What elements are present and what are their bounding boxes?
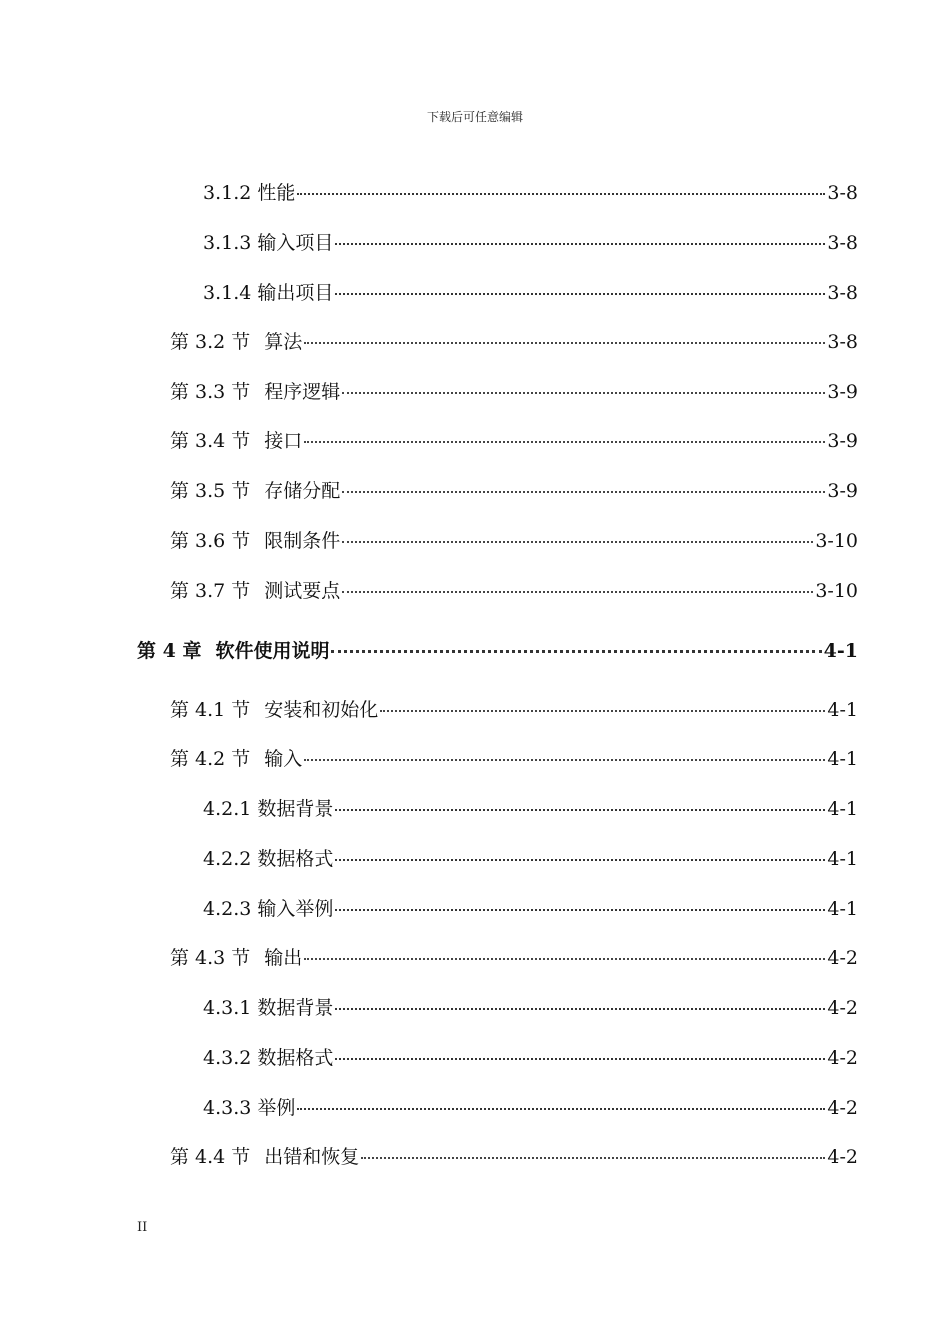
toc-entry[interactable] [203,894,858,924]
toc-leader [331,650,821,653]
toc-leader [335,1008,825,1010]
toc-entry-section: 第 4.2 节 [170,748,251,770]
page-number: II [137,1220,148,1235]
toc-entry-page: 3-8 [827,331,858,353]
toc-entry-page: 4-2 [827,1097,858,1119]
toc-entry[interactable] [203,844,858,874]
toc-leader [342,491,825,493]
toc-leader [335,243,825,245]
toc-entry-page: 4-1 [827,848,858,870]
toc-entry-title: 输出 [264,947,303,969]
toc-entry-title: 安装和初始化 [264,699,379,721]
toc-entry-title: 输入 [264,748,303,770]
toc-entry-section: 第 4.4 节 [170,1146,251,1168]
toc-entry-title: 4.3.3 举例 [203,1097,296,1119]
toc-entry-page: 3-10 [815,580,858,602]
toc-entry-page: 4-1 [823,640,858,662]
toc-entry-title: 4.3.1 数据背景 [203,997,334,1019]
toc-leader [361,1157,825,1159]
toc-entry-title: 3.1.3 输入项目 [203,232,334,254]
toc-entry-page: 4-1 [827,798,858,820]
toc-entry-title: 程序逻辑 [264,381,341,403]
toc-entry-title: 出错和恢复 [264,1146,360,1168]
toc-leader [297,193,825,195]
toc-leader [342,591,813,593]
toc-entry-section: 第 4.1 节 [170,699,251,721]
toc-entry-title: 测试要点 [264,580,341,602]
toc-entry-section: 第 3.7 节 [170,580,251,602]
toc-entry-section: 第 4.3 节 [170,947,251,969]
toc-entry-page: 4-2 [827,1146,858,1168]
toc-entry-title: 3.1.2 性能 [203,182,296,204]
toc-leader [335,859,825,861]
toc-entry[interactable] [203,178,858,208]
toc-leader [335,1058,825,1060]
toc-entry-title: 算法 [264,331,303,353]
toc-entry-page: 3-8 [827,282,858,304]
toc-leader [304,441,825,443]
toc-entry[interactable] [203,993,858,1023]
toc-entry-section: 第 3.6 节 [170,530,251,552]
toc-entry-section: 第 3.3 节 [170,381,251,403]
toc-leader [297,1108,825,1110]
toc-entry[interactable] [170,476,858,506]
toc-entry-title: 存储分配 [264,480,341,502]
toc-leader [335,293,825,295]
toc-entry[interactable] [203,1043,858,1073]
toc-entry-section: 第 3.5 节 [170,480,251,502]
toc-entry[interactable] [170,426,858,456]
toc-entry[interactable] [170,1142,858,1172]
toc-entry[interactable] [170,744,858,774]
toc-entry[interactable] [203,278,858,308]
toc-entry-title: 接口 [264,430,303,452]
toc-entry-section: 第 3.4 节 [170,430,251,452]
toc-entry[interactable] [170,526,858,556]
toc-entry-page: 4-1 [827,699,858,721]
toc-entry-title: 软件使用说明 [215,640,330,662]
toc-leader [342,541,813,543]
toc-entry-page: 4-1 [827,748,858,770]
toc-entry[interactable] [203,1093,858,1123]
toc-leader [304,759,825,761]
toc-chapter-entry[interactable] [137,636,858,666]
toc-entry-page: 3-9 [827,381,858,403]
toc-entry-page: 3-8 [827,232,858,254]
toc-entry-title: 4.2.3 输入举例 [203,898,334,920]
toc-entry[interactable] [170,377,858,407]
toc-entry-title: 限制条件 [264,530,341,552]
toc-entry-page: 3-9 [827,480,858,502]
toc-entry-page: 3-10 [815,530,858,552]
page-header: 下载后可任意编辑 [426,110,523,124]
toc-entry-page: 4-2 [827,997,858,1019]
toc-entry[interactable] [170,695,858,725]
toc-entry[interactable] [170,943,858,973]
toc-entry-title: 4.2.1 数据背景 [203,798,334,820]
toc-entry-page: 4-1 [827,898,858,920]
toc-entry[interactable] [170,327,858,357]
toc-entry[interactable] [203,794,858,824]
toc-leader [304,342,825,344]
toc-entry[interactable] [170,576,858,606]
toc-entry[interactable] [203,228,858,258]
toc-entry-section: 第 3.2 节 [170,331,251,353]
toc-entry-page: 3-8 [827,182,858,204]
toc-entry-title: 4.2.2 数据格式 [203,848,334,870]
toc-leader [380,710,825,712]
toc-leader [342,392,825,394]
toc-entry-page: 4-2 [827,947,858,969]
toc-entry-section: 第 4 章 [137,640,202,662]
toc-leader [335,909,825,911]
toc-entry-title: 4.3.2 数据格式 [203,1047,334,1069]
toc-entry-page: 3-9 [827,430,858,452]
toc-leader [335,809,825,811]
toc-entry-page: 4-2 [827,1047,858,1069]
toc-entry-title: 3.1.4 输出项目 [203,282,334,304]
toc-leader [304,958,825,960]
